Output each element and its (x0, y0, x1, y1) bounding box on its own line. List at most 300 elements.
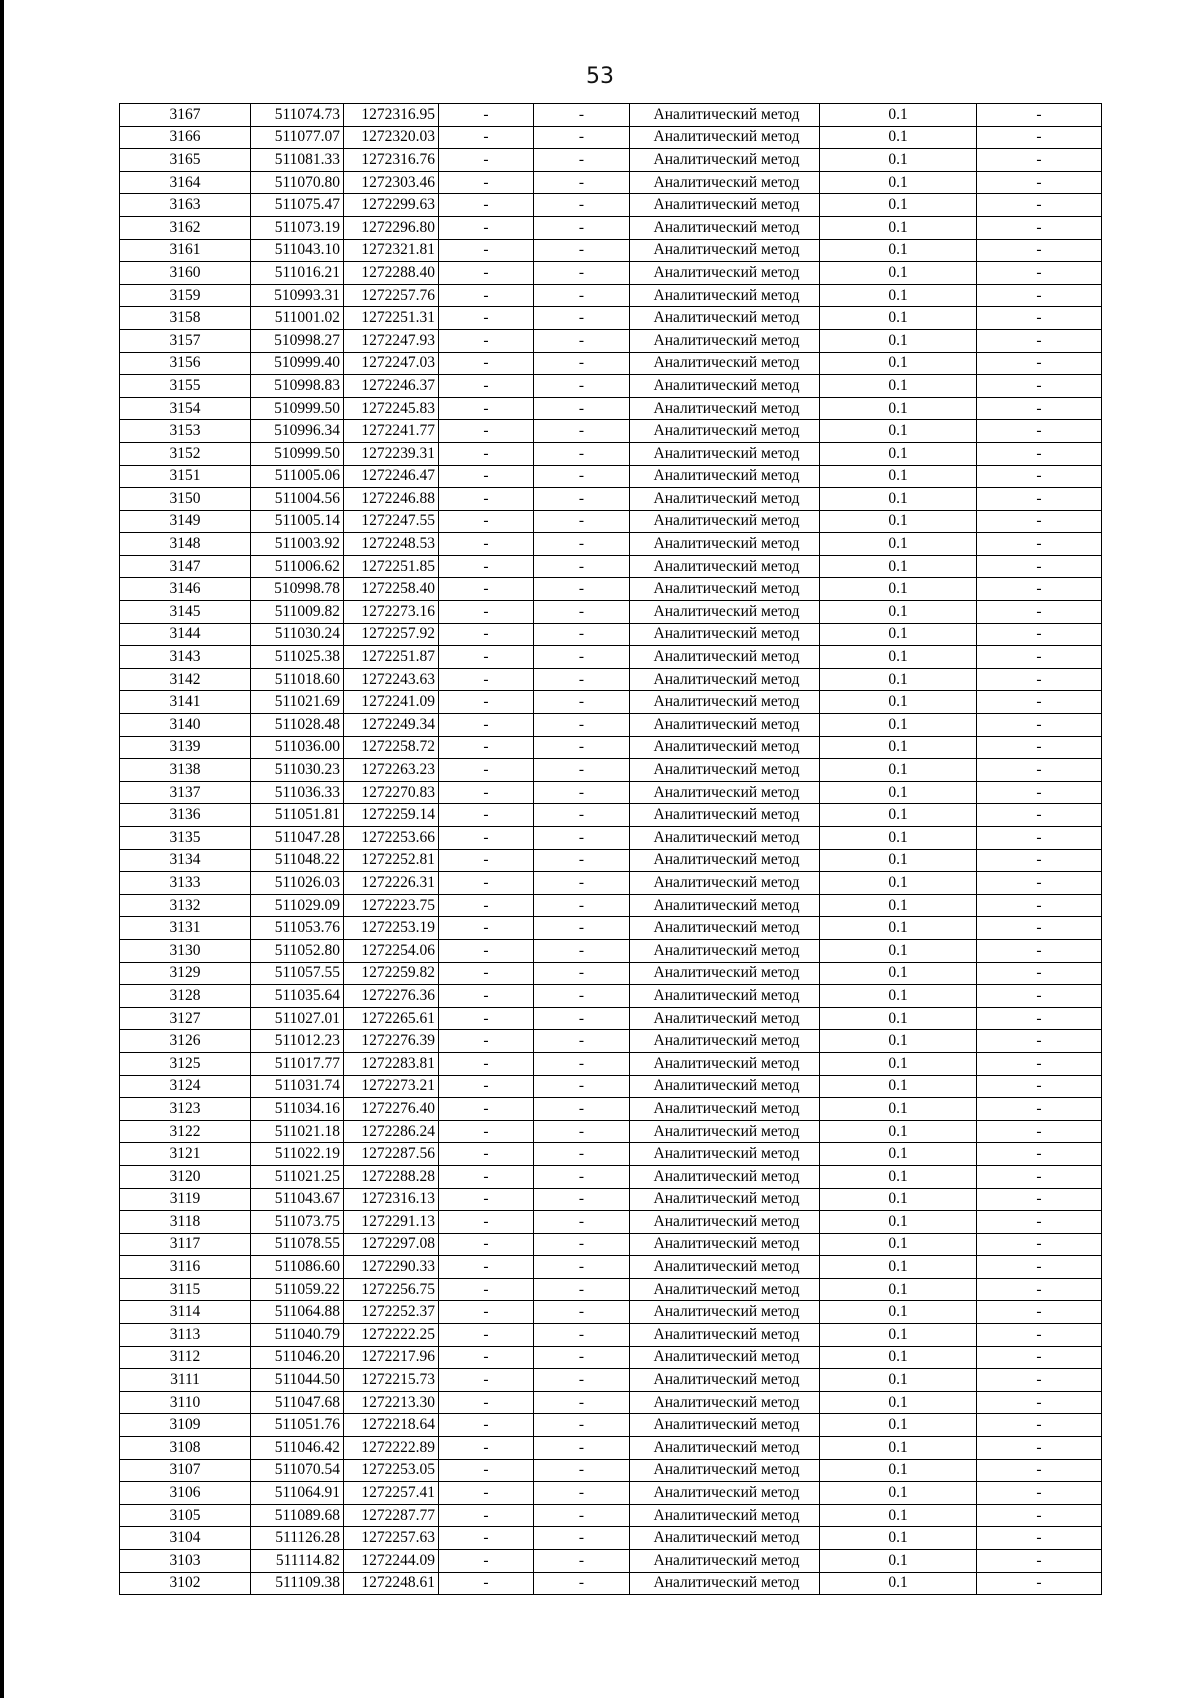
empty-cell-1: - (439, 216, 534, 239)
empty-cell-1: - (439, 1482, 534, 1505)
point-number-cell: 3139 (120, 736, 251, 759)
accuracy-cell: 0.1 (820, 1233, 977, 1256)
y-coordinate-cell: 1272258.72 (344, 736, 439, 759)
y-coordinate-cell: 1272287.77 (344, 1504, 439, 1527)
x-coordinate-cell: 511006.62 (251, 555, 344, 578)
empty-cell-2: - (534, 149, 630, 172)
accuracy-cell: 0.1 (820, 578, 977, 601)
table-row (120, 962, 1102, 985)
empty-cell-3: - (977, 171, 1102, 194)
y-coordinate-cell: 1272222.89 (344, 1437, 439, 1460)
method-cell: Аналитический метод (630, 849, 820, 872)
x-coordinate-cell: 511028.48 (251, 714, 344, 737)
table-row (120, 759, 1102, 782)
accuracy-cell: 0.1 (820, 284, 977, 307)
empty-cell-3: - (977, 1504, 1102, 1527)
x-coordinate-cell: 510993.31 (251, 284, 344, 307)
empty-cell-1: - (439, 1504, 534, 1527)
accuracy-cell: 0.1 (820, 1550, 977, 1573)
accuracy-cell: 0.1 (820, 759, 977, 782)
empty-cell-1: - (439, 1369, 534, 1392)
x-coordinate-cell: 511053.76 (251, 917, 344, 940)
point-number-cell: 3103 (120, 1550, 251, 1573)
empty-cell-3: - (977, 1572, 1102, 1595)
accuracy-cell: 0.1 (820, 352, 977, 375)
point-number-cell: 3129 (120, 962, 251, 985)
y-coordinate-cell: 1272259.82 (344, 962, 439, 985)
x-coordinate-cell: 511086.60 (251, 1256, 344, 1279)
table-row (120, 781, 1102, 804)
empty-cell-3: - (977, 827, 1102, 850)
empty-cell-2: - (534, 1414, 630, 1437)
accuracy-cell: 0.1 (820, 194, 977, 217)
accuracy-cell: 0.1 (820, 623, 977, 646)
point-number-cell: 3135 (120, 827, 251, 850)
empty-cell-3: - (977, 1278, 1102, 1301)
empty-cell-2: - (534, 894, 630, 917)
point-number-cell: 3148 (120, 533, 251, 556)
x-coordinate-cell: 511114.82 (251, 1550, 344, 1573)
empty-cell-3: - (977, 623, 1102, 646)
point-number-cell: 3122 (120, 1120, 251, 1143)
empty-cell-1: - (439, 1165, 534, 1188)
empty-cell-1: - (439, 736, 534, 759)
empty-cell-2: - (534, 1120, 630, 1143)
table-row (120, 1233, 1102, 1256)
y-coordinate-cell: 1272213.30 (344, 1391, 439, 1414)
accuracy-cell: 0.1 (820, 171, 977, 194)
table-row (120, 352, 1102, 375)
empty-cell-3: - (977, 533, 1102, 556)
empty-cell-2: - (534, 1256, 630, 1279)
y-coordinate-cell: 1272270.83 (344, 781, 439, 804)
empty-cell-2: - (534, 781, 630, 804)
empty-cell-1: - (439, 510, 534, 533)
empty-cell-2: - (534, 1278, 630, 1301)
empty-cell-1: - (439, 284, 534, 307)
empty-cell-3: - (977, 442, 1102, 465)
x-coordinate-cell: 510999.50 (251, 442, 344, 465)
point-number-cell: 3108 (120, 1437, 251, 1460)
empty-cell-2: - (534, 1459, 630, 1482)
empty-cell-3: - (977, 894, 1102, 917)
table-row (120, 578, 1102, 601)
empty-cell-2: - (534, 1572, 630, 1595)
x-coordinate-cell: 511029.09 (251, 894, 344, 917)
coordinates-table (119, 103, 1102, 1595)
empty-cell-3: - (977, 307, 1102, 330)
x-coordinate-cell: 511109.38 (251, 1572, 344, 1595)
x-coordinate-cell: 511043.10 (251, 239, 344, 262)
method-cell: Аналитический метод (630, 533, 820, 556)
y-coordinate-cell: 1272245.83 (344, 397, 439, 420)
y-coordinate-cell: 1272257.41 (344, 1482, 439, 1505)
method-cell: Аналитический метод (630, 939, 820, 962)
empty-cell-2: - (534, 262, 630, 285)
empty-cell-1: - (439, 1120, 534, 1143)
accuracy-cell: 0.1 (820, 1007, 977, 1030)
accuracy-cell: 0.1 (820, 1414, 977, 1437)
empty-cell-3: - (977, 555, 1102, 578)
point-number-cell: 3102 (120, 1572, 251, 1595)
empty-cell-1: - (439, 1052, 534, 1075)
accuracy-cell: 0.1 (820, 1504, 977, 1527)
y-coordinate-cell: 1272273.16 (344, 601, 439, 624)
table-row (120, 1278, 1102, 1301)
empty-cell-1: - (439, 1211, 534, 1234)
table-body (120, 104, 1102, 1595)
method-cell: Аналитический метод (630, 714, 820, 737)
empty-cell-2: - (534, 1482, 630, 1505)
accuracy-cell: 0.1 (820, 104, 977, 127)
table-row (120, 1459, 1102, 1482)
table-row (120, 488, 1102, 511)
method-cell: Аналитический метод (630, 759, 820, 782)
table-row (120, 804, 1102, 827)
empty-cell-1: - (439, 262, 534, 285)
y-coordinate-cell: 1272241.09 (344, 691, 439, 714)
accuracy-cell: 0.1 (820, 1120, 977, 1143)
empty-cell-3: - (977, 1482, 1102, 1505)
empty-cell-2: - (534, 691, 630, 714)
x-coordinate-cell: 511004.56 (251, 488, 344, 511)
empty-cell-2: - (534, 646, 630, 669)
accuracy-cell: 0.1 (820, 872, 977, 895)
y-coordinate-cell: 1272253.05 (344, 1459, 439, 1482)
table-row (120, 1165, 1102, 1188)
empty-cell-2: - (534, 194, 630, 217)
empty-cell-3: - (977, 465, 1102, 488)
empty-cell-1: - (439, 1437, 534, 1460)
empty-cell-2: - (534, 329, 630, 352)
empty-cell-1: - (439, 894, 534, 917)
accuracy-cell: 0.1 (820, 488, 977, 511)
empty-cell-2: - (534, 1165, 630, 1188)
method-cell: Аналитический метод (630, 804, 820, 827)
accuracy-cell: 0.1 (820, 849, 977, 872)
x-coordinate-cell: 511074.73 (251, 104, 344, 127)
empty-cell-2: - (534, 714, 630, 737)
method-cell: Аналитический метод (630, 1346, 820, 1369)
y-coordinate-cell: 1272257.76 (344, 284, 439, 307)
accuracy-cell: 0.1 (820, 668, 977, 691)
table-row (120, 126, 1102, 149)
x-coordinate-cell: 511040.79 (251, 1324, 344, 1347)
table-row (120, 1007, 1102, 1030)
empty-cell-1: - (439, 239, 534, 262)
empty-cell-2: - (534, 804, 630, 827)
point-number-cell: 3134 (120, 849, 251, 872)
empty-cell-1: - (439, 555, 534, 578)
empty-cell-2: - (534, 1075, 630, 1098)
method-cell: Аналитический метод (630, 1482, 820, 1505)
empty-cell-2: - (534, 307, 630, 330)
method-cell: Аналитический метод (630, 827, 820, 850)
y-coordinate-cell: 1272258.40 (344, 578, 439, 601)
table-row (120, 262, 1102, 285)
accuracy-cell: 0.1 (820, 1075, 977, 1098)
y-coordinate-cell: 1272316.76 (344, 149, 439, 172)
x-coordinate-cell: 511022.19 (251, 1143, 344, 1166)
point-number-cell: 3125 (120, 1052, 251, 1075)
method-cell: Аналитический метод (630, 1550, 820, 1573)
empty-cell-1: - (439, 1007, 534, 1030)
method-cell: Аналитический метод (630, 1143, 820, 1166)
method-cell: Аналитический метод (630, 1414, 820, 1437)
accuracy-cell: 0.1 (820, 1572, 977, 1595)
y-coordinate-cell: 1272253.19 (344, 917, 439, 940)
empty-cell-3: - (977, 352, 1102, 375)
empty-cell-2: - (534, 1211, 630, 1234)
x-coordinate-cell: 511070.80 (251, 171, 344, 194)
point-number-cell: 3164 (120, 171, 251, 194)
table-row (120, 1346, 1102, 1369)
method-cell: Аналитический метод (630, 1030, 820, 1053)
x-coordinate-cell: 511021.18 (251, 1120, 344, 1143)
x-coordinate-cell: 510999.40 (251, 352, 344, 375)
point-number-cell: 3119 (120, 1188, 251, 1211)
y-coordinate-cell: 1272321.81 (344, 239, 439, 262)
point-number-cell: 3149 (120, 510, 251, 533)
point-number-cell: 3113 (120, 1324, 251, 1347)
empty-cell-3: - (977, 714, 1102, 737)
empty-cell-3: - (977, 420, 1102, 443)
empty-cell-2: - (534, 1391, 630, 1414)
point-number-cell: 3124 (120, 1075, 251, 1098)
point-number-cell: 3141 (120, 691, 251, 714)
method-cell: Аналитический метод (630, 1075, 820, 1098)
empty-cell-2: - (534, 216, 630, 239)
accuracy-cell: 0.1 (820, 962, 977, 985)
method-cell: Аналитический метод (630, 781, 820, 804)
y-coordinate-cell: 1272316.13 (344, 1188, 439, 1211)
method-cell: Аналитический метод (630, 442, 820, 465)
y-coordinate-cell: 1272223.75 (344, 894, 439, 917)
accuracy-cell: 0.1 (820, 1143, 977, 1166)
empty-cell-1: - (439, 1256, 534, 1279)
method-cell: Аналитический метод (630, 1391, 820, 1414)
x-coordinate-cell: 511075.47 (251, 194, 344, 217)
x-coordinate-cell: 511043.67 (251, 1188, 344, 1211)
empty-cell-2: - (534, 1030, 630, 1053)
method-cell: Аналитический метод (630, 171, 820, 194)
point-number-cell: 3131 (120, 917, 251, 940)
x-coordinate-cell: 511030.24 (251, 623, 344, 646)
x-coordinate-cell: 511005.06 (251, 465, 344, 488)
empty-cell-3: - (977, 284, 1102, 307)
point-number-cell: 3142 (120, 668, 251, 691)
empty-cell-1: - (439, 781, 534, 804)
empty-cell-3: - (977, 578, 1102, 601)
x-coordinate-cell: 511047.28 (251, 827, 344, 850)
point-number-cell: 3132 (120, 894, 251, 917)
y-coordinate-cell: 1272287.56 (344, 1143, 439, 1166)
x-coordinate-cell: 511036.33 (251, 781, 344, 804)
point-number-cell: 3120 (120, 1165, 251, 1188)
x-coordinate-cell: 510998.27 (251, 329, 344, 352)
x-coordinate-cell: 511036.00 (251, 736, 344, 759)
x-coordinate-cell: 511089.68 (251, 1504, 344, 1527)
method-cell: Аналитический метод (630, 1572, 820, 1595)
point-number-cell: 3156 (120, 352, 251, 375)
empty-cell-3: - (977, 149, 1102, 172)
table-row (120, 736, 1102, 759)
table-row (120, 1550, 1102, 1573)
x-coordinate-cell: 510999.50 (251, 397, 344, 420)
method-cell: Аналитический метод (630, 601, 820, 624)
y-coordinate-cell: 1272247.93 (344, 329, 439, 352)
empty-cell-2: - (534, 623, 630, 646)
empty-cell-1: - (439, 985, 534, 1008)
table-row (120, 1504, 1102, 1527)
point-number-cell: 3111 (120, 1369, 251, 1392)
method-cell: Аналитический метод (630, 397, 820, 420)
empty-cell-3: - (977, 1143, 1102, 1166)
point-number-cell: 3123 (120, 1098, 251, 1121)
empty-cell-2: - (534, 171, 630, 194)
table-row (120, 849, 1102, 872)
y-coordinate-cell: 1272254.06 (344, 939, 439, 962)
point-number-cell: 3130 (120, 939, 251, 962)
y-coordinate-cell: 1272257.63 (344, 1527, 439, 1550)
empty-cell-3: - (977, 1369, 1102, 1392)
accuracy-cell: 0.1 (820, 239, 977, 262)
empty-cell-1: - (439, 939, 534, 962)
empty-cell-3: - (977, 1414, 1102, 1437)
x-coordinate-cell: 511027.01 (251, 1007, 344, 1030)
x-coordinate-cell: 511005.14 (251, 510, 344, 533)
empty-cell-3: - (977, 601, 1102, 624)
y-coordinate-cell: 1272265.61 (344, 1007, 439, 1030)
y-coordinate-cell: 1272290.33 (344, 1256, 439, 1279)
point-number-cell: 3118 (120, 1211, 251, 1234)
point-number-cell: 3159 (120, 284, 251, 307)
point-number-cell: 3160 (120, 262, 251, 285)
table-row (120, 397, 1102, 420)
empty-cell-1: - (439, 691, 534, 714)
table-row (120, 691, 1102, 714)
empty-cell-3: - (977, 104, 1102, 127)
empty-cell-2: - (534, 1233, 630, 1256)
point-number-cell: 3146 (120, 578, 251, 601)
y-coordinate-cell: 1272251.87 (344, 646, 439, 669)
accuracy-cell: 0.1 (820, 126, 977, 149)
empty-cell-1: - (439, 962, 534, 985)
point-number-cell: 3166 (120, 126, 251, 149)
y-coordinate-cell: 1272252.81 (344, 849, 439, 872)
empty-cell-2: - (534, 1346, 630, 1369)
y-coordinate-cell: 1272217.96 (344, 1346, 439, 1369)
empty-cell-1: - (439, 1075, 534, 1098)
empty-cell-2: - (534, 126, 630, 149)
empty-cell-1: - (439, 1414, 534, 1437)
empty-cell-1: - (439, 601, 534, 624)
empty-cell-1: - (439, 1301, 534, 1324)
method-cell: Аналитический метод (630, 962, 820, 985)
x-coordinate-cell: 511001.02 (251, 307, 344, 330)
empty-cell-1: - (439, 420, 534, 443)
empty-cell-2: - (534, 872, 630, 895)
empty-cell-1: - (439, 329, 534, 352)
empty-cell-2: - (534, 578, 630, 601)
empty-cell-1: - (439, 668, 534, 691)
empty-cell-2: - (534, 510, 630, 533)
empty-cell-2: - (534, 985, 630, 1008)
point-number-cell: 3133 (120, 872, 251, 895)
empty-cell-3: - (977, 985, 1102, 1008)
accuracy-cell: 0.1 (820, 1437, 977, 1460)
method-cell: Аналитический метод (630, 488, 820, 511)
table-row (120, 171, 1102, 194)
point-number-cell: 3140 (120, 714, 251, 737)
method-cell: Аналитический метод (630, 1098, 820, 1121)
x-coordinate-cell: 511026.03 (251, 872, 344, 895)
empty-cell-1: - (439, 352, 534, 375)
x-coordinate-cell: 511034.16 (251, 1098, 344, 1121)
table-row (120, 465, 1102, 488)
point-number-cell: 3106 (120, 1482, 251, 1505)
x-coordinate-cell: 511021.69 (251, 691, 344, 714)
empty-cell-3: - (977, 510, 1102, 533)
empty-cell-2: - (534, 397, 630, 420)
point-number-cell: 3157 (120, 329, 251, 352)
y-coordinate-cell: 1272241.77 (344, 420, 439, 443)
y-coordinate-cell: 1272247.55 (344, 510, 439, 533)
y-coordinate-cell: 1272243.63 (344, 668, 439, 691)
y-coordinate-cell: 1272316.95 (344, 104, 439, 127)
empty-cell-3: - (977, 239, 1102, 262)
method-cell: Аналитический метод (630, 1120, 820, 1143)
empty-cell-1: - (439, 1550, 534, 1573)
method-cell: Аналитический метод (630, 985, 820, 1008)
y-coordinate-cell: 1272248.53 (344, 533, 439, 556)
empty-cell-2: - (534, 736, 630, 759)
point-number-cell: 3152 (120, 442, 251, 465)
empty-cell-2: - (534, 601, 630, 624)
table-row (120, 1188, 1102, 1211)
empty-cell-2: - (534, 239, 630, 262)
empty-cell-1: - (439, 488, 534, 511)
table-row (120, 104, 1102, 127)
table-row (120, 284, 1102, 307)
method-cell: Аналитический метод (630, 352, 820, 375)
method-cell: Аналитический метод (630, 555, 820, 578)
method-cell: Аналитический метод (630, 149, 820, 172)
accuracy-cell: 0.1 (820, 307, 977, 330)
accuracy-cell: 0.1 (820, 601, 977, 624)
x-coordinate-cell: 510996.34 (251, 420, 344, 443)
empty-cell-1: - (439, 375, 534, 398)
accuracy-cell: 0.1 (820, 1346, 977, 1369)
empty-cell-3: - (977, 488, 1102, 511)
empty-cell-2: - (534, 759, 630, 782)
accuracy-cell: 0.1 (820, 1165, 977, 1188)
empty-cell-1: - (439, 104, 534, 127)
empty-cell-2: - (534, 1188, 630, 1211)
method-cell: Аналитический метод (630, 1233, 820, 1256)
empty-cell-3: - (977, 1391, 1102, 1414)
x-coordinate-cell: 511018.60 (251, 668, 344, 691)
y-coordinate-cell: 1272246.88 (344, 488, 439, 511)
accuracy-cell: 0.1 (820, 691, 977, 714)
empty-cell-2: - (534, 1550, 630, 1573)
empty-cell-1: - (439, 1098, 534, 1121)
table-row (120, 442, 1102, 465)
x-coordinate-cell: 511064.88 (251, 1301, 344, 1324)
x-coordinate-cell: 511051.76 (251, 1414, 344, 1437)
empty-cell-2: - (534, 1143, 630, 1166)
y-coordinate-cell: 1272244.09 (344, 1550, 439, 1573)
